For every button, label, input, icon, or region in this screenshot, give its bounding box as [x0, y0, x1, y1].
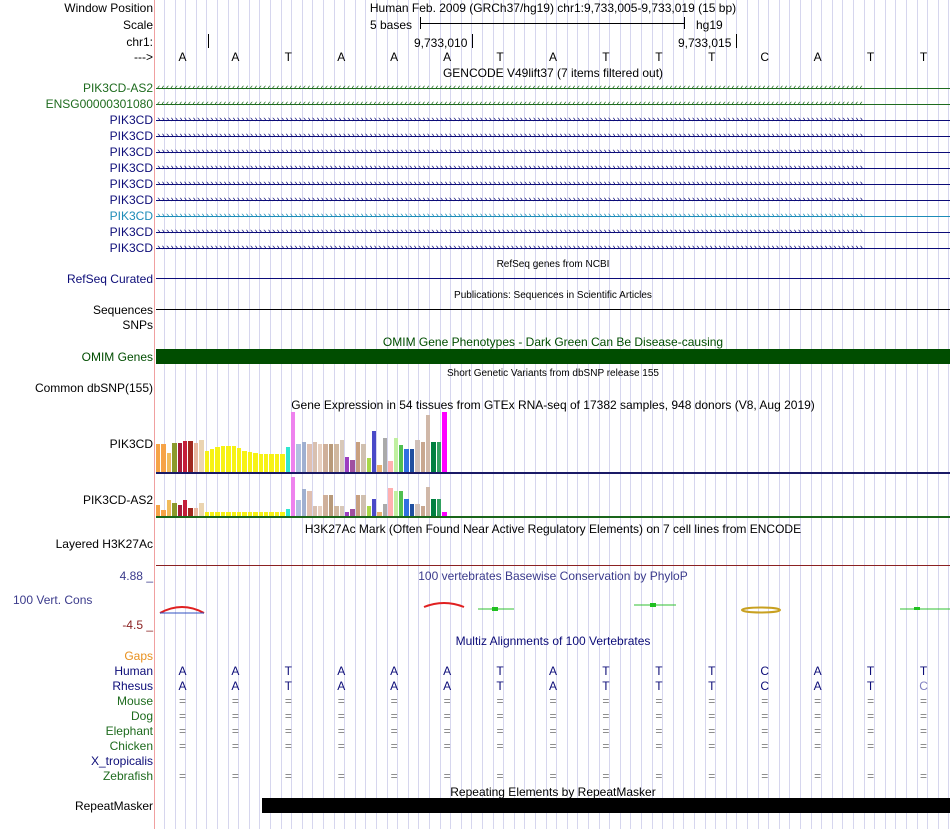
gtex-tissue-bar[interactable] [226, 446, 230, 472]
alignment-base: A [337, 664, 346, 678]
alignment-base: T [708, 679, 716, 693]
gtex-tissue-bar[interactable] [383, 438, 387, 472]
base-letter: T [496, 50, 504, 64]
alignment-base: = [814, 769, 822, 783]
gencode-track-label[interactable]: PIK3CD [109, 241, 153, 255]
alignment-base: = [496, 769, 504, 783]
gtex-tissue-bar[interactable] [431, 442, 435, 472]
alignment-base: A [231, 679, 240, 693]
alignment-base: = [708, 694, 716, 708]
gtex-tissue-bar[interactable] [259, 454, 263, 472]
gtex-tissue-bar[interactable] [329, 444, 333, 472]
gtex-tissue-bar[interactable] [410, 449, 414, 472]
scale-label[interactable]: Scale [122, 18, 153, 32]
gtex-pik3cd-baseline [156, 472, 950, 474]
gtex-tissue-bar[interactable] [372, 431, 376, 472]
gtex-tissue-bar[interactable] [280, 454, 284, 472]
gtex-pik3cdas2-label[interactable]: PIK3CD-AS2 [82, 493, 153, 507]
multiz-title: Multiz Alignments of 100 Vertebrates [455, 634, 651, 648]
gencode-track-label[interactable]: PIK3CD-AS2 [82, 81, 153, 95]
gtex-tissue-bar[interactable] [210, 449, 214, 472]
base-letter: T [284, 50, 292, 64]
alignment-base: = [443, 769, 451, 783]
repeatmasker-label[interactable]: RepeatMasker [74, 799, 153, 813]
chr-label[interactable]: chr1: [126, 35, 153, 49]
alignment-base: = [284, 724, 292, 738]
gtex-tissue-bar[interactable] [367, 506, 371, 516]
phylop-max-label: 4.88 _ [119, 569, 153, 583]
gtex-tissue-bar[interactable] [307, 444, 311, 472]
species-label[interactable]: Rhesus [112, 679, 153, 693]
dbsnp-label[interactable]: Common dbSNP(155) [34, 381, 153, 395]
gtex-tissue-bar[interactable] [318, 506, 322, 516]
assembly-label: hg19 [696, 18, 723, 32]
repeatmasker-title: Repeating Elements by RepeatMasker [450, 785, 656, 799]
strand-arrows-right-icon: ›››››››››››››››››››››››››››››››››››››››››››››››››››››››››››››››››››››››››››››››››››››››››››››››››››››››››››››››››››››››››››››››››››››››››››››››››››››››››››››››› [156, 227, 863, 237]
alignment-base: = [867, 769, 875, 783]
base-letter: A [390, 50, 399, 64]
alignment-base: T [284, 664, 292, 678]
gtex-tissue-bar[interactable] [215, 447, 219, 472]
gtex-tissue-bar[interactable] [367, 458, 371, 473]
alignment-base: = [284, 739, 292, 753]
gtex-tissue-bar[interactable] [237, 448, 241, 472]
gtex-tissue-bar[interactable] [188, 508, 192, 516]
alignment-base: = [443, 739, 451, 753]
gtex-tissue-bar[interactable] [437, 442, 441, 472]
alignment-base: = [549, 739, 557, 753]
alignment-base: = [549, 709, 557, 723]
gtex-tissue-bar[interactable] [404, 499, 408, 516]
species-label[interactable]: Zebrafish [102, 769, 153, 783]
alignment-base: = [761, 724, 769, 738]
gtex-tissue-bar[interactable] [188, 441, 192, 472]
gencode-track-label[interactable]: ENSG00000301080 [45, 97, 153, 111]
gtex-tissue-bar[interactable] [161, 444, 165, 472]
alignment-base: = [549, 724, 557, 738]
h3k27ac-title: H3K27Ac Mark (Often Found Near Active Regulatory Elements) on 7 cell lines from ENCODE [304, 522, 802, 536]
strand-arrows-left-icon: ‹‹‹‹‹‹‹‹‹‹‹‹‹‹‹‹‹‹‹‹‹‹‹‹‹‹‹‹‹‹‹‹‹‹‹‹‹‹‹‹‹‹‹‹‹‹‹‹‹‹‹‹‹‹‹‹‹‹‹‹‹‹‹‹‹‹‹‹‹‹‹‹‹‹‹‹‹‹‹‹‹‹‹‹‹‹‹‹‹‹‹‹‹‹‹‹‹‹‹‹‹‹‹‹‹‹‹‹‹‹‹‹‹‹‹‹‹‹‹‹‹‹‹‹‹‹‹‹‹‹‹‹‹‹‹‹‹‹‹‹‹‹‹‹‹‹‹‹‹‹‹‹‹‹‹‹‹‹‹‹ [156, 83, 863, 93]
coord-tick-left [208, 34, 209, 48]
refseq-line [156, 278, 950, 279]
alignment-base: = [284, 709, 292, 723]
gtex-tissue-bar[interactable] [194, 508, 198, 516]
phylop-small-mark [650, 603, 656, 607]
gtex-tissue-bar[interactable] [172, 443, 176, 472]
alignment-base: A [390, 679, 399, 693]
h3k27ac-label[interactable]: Layered H3K27Ac [55, 537, 153, 551]
gtex-pik3cdas2-baseline [156, 516, 950, 518]
phylop-peak-mark [160, 607, 204, 613]
gtex-tissue-bar[interactable] [183, 441, 187, 472]
alignment-base: = [655, 709, 663, 723]
gtex-tissue-bar[interactable] [178, 443, 182, 472]
gtex-tissue-bar[interactable] [334, 444, 338, 472]
alignment-base: T [602, 664, 610, 678]
alignment-base: = [920, 694, 928, 708]
alignment-base: = [814, 709, 822, 723]
h3k27ac-baseline [156, 565, 950, 566]
gtex-tissue-bar[interactable] [323, 444, 327, 472]
phylop-label[interactable]: 100 Vert. Cons [13, 593, 93, 607]
gtex-tissue-bar[interactable] [264, 454, 268, 472]
alignment-base: = [231, 709, 239, 723]
alignment-base: T [655, 679, 663, 693]
gtex-tissue-bar[interactable] [394, 438, 398, 472]
alignment-base: = [867, 724, 875, 738]
alignment-base: = [178, 709, 186, 723]
alignment-base: = [549, 694, 557, 708]
gtex-tissue-bar[interactable] [372, 499, 376, 516]
gtex-title: Gene Expression in 54 tissues from GTEx RNA-seq of 17382 samples, 948 donors (V8, Aug 2019) [291, 398, 815, 412]
alignment-base: = [443, 694, 451, 708]
alignment-base: A [390, 664, 399, 678]
gencode-track-label[interactable]: PIK3CD [109, 193, 153, 207]
alignment-base: = [920, 739, 928, 753]
alignment-base: = [920, 709, 928, 723]
strand-arrows-right-icon: ›››››››››››››››››››››››››››››››››››››››››››››››››››››››››››››››››››››››››››››››››››››››››››››››››››››››››››››››››››››››››››››››››››››››››››››››››››››››››››››››› [156, 179, 863, 189]
alignment-base: A [443, 679, 452, 693]
alignment-base: = [284, 694, 292, 708]
gencode-track-label[interactable]: PIK3CD [109, 161, 153, 175]
publications-label[interactable]: Sequences [92, 303, 153, 317]
alignment-base: = [337, 769, 345, 783]
species-label[interactable]: X_tropicalis [90, 754, 153, 768]
gencode-track-label[interactable]: PIK3CD [109, 145, 153, 159]
base-letter: T [655, 50, 663, 64]
alignment-base: = [178, 739, 186, 753]
base-letter: T [602, 50, 610, 64]
species-label[interactable]: Dog [130, 709, 153, 723]
alignment-base: = [390, 739, 398, 753]
alignment-base: = [761, 769, 769, 783]
gencode-track-label[interactable]: PIK3CD [109, 113, 153, 127]
alignment-base: = [867, 694, 875, 708]
gtex-tissue-bar[interactable] [248, 452, 252, 472]
gtex-tissue-bar[interactable] [286, 447, 290, 472]
gtex-tissue-bar[interactable] [167, 453, 171, 472]
phylop-small-mark [914, 607, 920, 610]
gtex-tissue-bar[interactable] [167, 500, 171, 516]
alignment-base: = [920, 769, 928, 783]
gtex-pik3cd-label[interactable]: PIK3CD [109, 437, 153, 451]
gtex-tissue-bar[interactable] [345, 457, 349, 473]
alignment-base: = [708, 709, 716, 723]
scale-text: 5 bases [370, 18, 413, 32]
gencode-track-label[interactable]: PIK3CD [109, 225, 153, 239]
alignment-base: A [548, 679, 557, 693]
gtex-tissue-bar[interactable] [421, 442, 425, 472]
gtex-tissue-bar[interactable] [410, 504, 414, 516]
coord-tick-2 [736, 34, 737, 48]
alignment-base: A [813, 664, 822, 678]
gtex-tissue-bar[interactable] [415, 440, 419, 472]
gtex-tissue-bar[interactable] [296, 444, 300, 472]
alignment-base: = [655, 724, 663, 738]
gtex-tissue-bar[interactable] [340, 440, 344, 472]
alignment-base: A [178, 664, 187, 678]
alignment-base: A [178, 679, 187, 693]
gtex-tissue-bar[interactable] [421, 506, 425, 516]
gtex-tissue-bar[interactable] [340, 506, 344, 516]
alignment-base: A [443, 664, 452, 678]
gencode-track-label[interactable]: PIK3CD [109, 129, 153, 143]
strand-arrows-right-icon: ›››››››››››››››››››››››››››››››››››››››››››››››››››››››››››››››››››››››››››››››››››››››››››››››››››››››››››››››››››››››››››››››››››››››››››››››››››››››››››››››› [156, 115, 863, 125]
alignment-base: = [496, 709, 504, 723]
strand-arrows-right-icon: ›››››››››››››››››››››››››››››››››››››››››››››››››››››››››››››››››››››››››››››››››››››››››››››››››››››››››››››››››››››››››››››››››››››››››››››››››››››››››››››››› [156, 211, 863, 221]
alignment-base: T [496, 679, 504, 693]
alignment-base: = [708, 769, 716, 783]
base-letter: A [231, 50, 240, 64]
gtex-tissue-bar[interactable] [156, 505, 160, 516]
gtex-tissue-bar[interactable] [194, 443, 198, 472]
alignment-base: A [813, 679, 822, 693]
base-letter: C [760, 50, 770, 64]
alignment-base: = [814, 739, 822, 753]
gtex-tissue-bar[interactable] [329, 495, 333, 516]
gtex-tissue-bar[interactable] [431, 499, 435, 516]
scale-bar-right-tick [684, 17, 685, 29]
gtex-tissue-bar[interactable] [302, 489, 306, 516]
gencode-title: GENCODE V49lift37 (7 items filtered out) [442, 66, 664, 80]
repeat-element-bar[interactable] [262, 798, 950, 813]
phylop-plot[interactable] [156, 595, 950, 625]
alignment-base: = [390, 724, 398, 738]
alignment-base: A [231, 664, 240, 678]
alignment-base: C [919, 679, 928, 693]
gtex-tissue-bar[interactable] [302, 442, 306, 472]
gtex-tissue-bar[interactable] [156, 444, 160, 472]
alignment-base: = [178, 724, 186, 738]
gtex-tissue-bar[interactable] [399, 445, 403, 472]
alignment-base: = [443, 724, 451, 738]
gtex-tissue-bar[interactable] [442, 412, 446, 472]
gtex-tissue-bar[interactable] [415, 504, 419, 516]
gtex-tissue-bar[interactable] [404, 449, 408, 472]
gtex-tissue-bar[interactable] [313, 506, 317, 516]
gtex-tissue-bar[interactable] [318, 444, 322, 472]
alignment-base: T [866, 664, 875, 678]
gtex-tissue-bar[interactable] [399, 491, 403, 516]
alignment-base: T [919, 664, 928, 678]
strand-arrows-left-icon: ‹‹‹‹‹‹‹‹‹‹‹‹‹‹‹‹‹‹‹‹‹‹‹‹‹‹‹‹‹‹‹‹‹‹‹‹‹‹‹‹‹‹‹‹‹‹‹‹‹‹‹‹‹‹‹‹‹‹‹‹‹‹‹‹‹‹‹‹‹‹‹‹‹‹‹‹‹‹‹‹‹‹‹‹‹‹‹‹‹‹‹‹‹‹‹‹‹‹‹‹‹‹‹‹‹‹‹‹‹‹‹‹‹‹‹‹‹‹‹‹‹‹‹‹‹‹‹‹‹‹‹‹‹‹‹‹‹‹‹‹‹‹‹‹‹‹‹‹‹‹‹‹‹‹‹‹‹‹‹‹ [156, 99, 863, 109]
phylop-small-mark [492, 607, 498, 611]
alignment-base: = [655, 769, 663, 783]
gtex-tissue-bar[interactable] [356, 442, 360, 472]
gtex-tissue-bar[interactable] [334, 506, 338, 516]
alignment-base: = [761, 739, 769, 753]
alignment-base: = [337, 709, 345, 723]
gtex-tissue-bar[interactable] [199, 440, 203, 472]
phylop-title: 100 vertebrates Basewise Conservation by PhyloP [418, 569, 688, 583]
alignment-base: T [655, 664, 663, 678]
alignment-base: = [496, 694, 504, 708]
omim-title: OMIM Gene Phenotypes - Dark Green Can Be Disease-causing [382, 335, 724, 349]
alignment-base: T [496, 664, 504, 678]
alignment-base: A [548, 664, 557, 678]
coord-label-2: 9,733,015 [678, 36, 732, 50]
alignment-base: = [814, 724, 822, 738]
phylop-loop-mark [742, 608, 780, 613]
base-letter: T [866, 50, 875, 64]
omim-label[interactable]: OMIM Genes [81, 350, 153, 364]
alignment-base: = [708, 739, 716, 753]
gtex-tissue-bar[interactable] [172, 503, 176, 516]
gencode-track-label[interactable]: PIK3CD [109, 209, 153, 223]
gtex-tissue-bar[interactable] [350, 460, 354, 472]
alignment-base: = [602, 769, 610, 783]
alignment-base: = [920, 724, 928, 738]
gtex-tissue-bar[interactable] [286, 509, 290, 516]
gtex-tissue-bar[interactable] [269, 454, 273, 472]
strand-arrows-right-icon: ›››››››››››››››››››››››››››››››››››››››››››››››››››››››››››››››››››››››››››››››››››››››››››››››››››››››››››››››››››››››››››››››››››››››››››››››››››››››››››››››› [156, 147, 863, 157]
alignment-base: T [866, 679, 875, 693]
gtex-tissue-bar[interactable] [388, 488, 392, 516]
alignment-base: A [337, 679, 346, 693]
publications-line [156, 309, 950, 310]
strand-arrow-label[interactable]: ---> [134, 50, 153, 64]
gtex-tissue-bar[interactable] [307, 491, 311, 516]
base-letter: T [708, 50, 716, 64]
alignment-base: = [337, 694, 345, 708]
alignment-base: = [496, 724, 504, 738]
alignment-base: = [814, 694, 822, 708]
strand-arrows-right-icon: ›››››››››››››››››››››››››››››››››››››››››››››››››››››››››››››››››››››››››››››››››››››››››››››››››››››››››››››››››››››››››››››››››››››››››››››››››››››››››››››››› [156, 131, 863, 141]
gtex-tissue-bar[interactable] [377, 465, 381, 472]
coord-tick-1 [472, 34, 473, 48]
alignment-base: = [655, 739, 663, 753]
strand-arrows-right-icon: ›››››››››››››››››››››››››››››››››››››››››››››››››››››››››››››››››››››››››››››››››››››››››››››››››››››››››››››››››››››››››››››››››››››››››››››››››››››››››››››››› [156, 243, 863, 253]
alignment-base: = [337, 724, 345, 738]
multiz-gaps-label[interactable]: Gaps [124, 649, 153, 663]
alignment-base: = [496, 739, 504, 753]
gtex-tissue-bar[interactable] [183, 500, 187, 516]
alignment-base: = [867, 739, 875, 753]
phylop-min-label: -4.5 _ [122, 618, 153, 632]
gtex-tissue-bar[interactable] [426, 415, 430, 472]
alignment-base: = [178, 694, 186, 708]
alignment-base: T [708, 664, 716, 678]
alignment-base: = [231, 694, 239, 708]
strand-arrows-right-icon: ›››››››››››››››››››››››››››››››››››››››››››››››››››››››››››››››››››››››››››››››››››››››››››››››››››››››››››››››››››››››››››››››››››››››››››››››››››››››››››››››› [156, 195, 863, 205]
refseq-label[interactable]: RefSeq Curated [66, 272, 153, 286]
position-text: Human Feb. 2009 (GRCh37/hg19) chr1:9,733,005-9,733,019 (15 bp) [369, 1, 737, 15]
alignment-base: = [178, 769, 186, 783]
gtex-tissue-bar[interactable] [361, 495, 365, 516]
alignment-base: = [390, 694, 398, 708]
gtex-tissue-bar[interactable] [291, 412, 295, 472]
gtex-tissue-bar[interactable] [356, 495, 360, 516]
species-label[interactable]: Human [114, 664, 153, 678]
gtex-tissue-bar[interactable] [388, 461, 392, 472]
alignment-base: = [231, 769, 239, 783]
gtex-tissue-bar[interactable] [437, 499, 441, 516]
alignment-base: = [231, 739, 239, 753]
alignment-base: = [284, 769, 292, 783]
base-letter: T [919, 50, 928, 64]
dbsnp-title: Short Genetic Variants from dbSNP release 155 [447, 368, 659, 379]
alignment-base: = [602, 724, 610, 738]
base-letter: A [178, 50, 187, 64]
alignment-base: = [602, 739, 610, 753]
gtex-tissue-bar[interactable] [199, 503, 203, 516]
scale-bar [420, 23, 685, 24]
alignment-base: = [708, 724, 716, 738]
gtex-tissue-bar[interactable] [205, 451, 209, 472]
gtex-tissue-bar[interactable] [313, 442, 317, 472]
gtex-tissue-bar[interactable] [291, 477, 295, 516]
phylop-peak-mark [424, 603, 464, 607]
snps-label[interactable]: SNPs [122, 318, 153, 332]
species-label[interactable]: Elephant [105, 724, 153, 738]
publications-title: Publications: Sequences in Scientific Articles [454, 290, 652, 301]
base-letter: A [443, 50, 452, 64]
alignment-base: = [549, 769, 557, 783]
gtex-tissue-bar[interactable] [253, 453, 257, 472]
alignment-base: = [390, 709, 398, 723]
gtex-tissue-bar[interactable] [426, 487, 430, 516]
gtex-tissue-bar[interactable] [383, 504, 387, 516]
base-letter: A [337, 50, 346, 64]
gtex-tissue-bar[interactable] [350, 509, 354, 516]
gtex-tissue-bar[interactable] [242, 451, 246, 472]
alignment-base: T [602, 679, 610, 693]
refseq-title: RefSeq genes from NCBI [496, 259, 610, 270]
alignment-base: = [602, 694, 610, 708]
omim-gene-bar[interactable] [156, 349, 950, 364]
gtex-tissue-bar[interactable] [394, 491, 398, 516]
gtex-tissue-bar[interactable] [361, 444, 365, 472]
gencode-track-label[interactable]: PIK3CD [109, 177, 153, 191]
alignment-base: = [602, 709, 610, 723]
alignment-base: = [761, 694, 769, 708]
alignment-base: C [760, 664, 770, 678]
gtex-tissue-bar[interactable] [221, 446, 225, 472]
species-label[interactable]: Chicken [109, 739, 153, 753]
gtex-tissue-bar[interactable] [232, 446, 236, 472]
gtex-tissue-bar[interactable] [178, 505, 182, 516]
coord-label-1: 9,733,010 [414, 36, 468, 50]
species-label[interactable]: Mouse [116, 694, 153, 708]
alignment-base: = [655, 694, 663, 708]
label-separator [154, 0, 155, 829]
alignment-base: = [443, 709, 451, 723]
base-letter: A [548, 50, 557, 64]
gtex-tissue-bar[interactable] [323, 495, 327, 516]
alignment-base: = [337, 739, 345, 753]
window-position-label[interactable]: Window Position [64, 1, 153, 15]
alignment-base: = [761, 709, 769, 723]
gtex-tissue-bar[interactable] [296, 500, 300, 516]
strand-arrows-right-icon: ›››››››››››››››››››››››››››››››››››››››››››››››››››››››››››››››››››››››››››››››››››››››››››››››››››››››››››››››››››››››››››››››››››››››››››››››››››››››››››››››› [156, 163, 863, 173]
base-letter: A [813, 50, 822, 64]
alignment-base: T [284, 679, 292, 693]
alignment-base: C [760, 679, 770, 693]
alignment-base: = [390, 769, 398, 783]
alignment-base: = [231, 724, 239, 738]
gtex-tissue-bar[interactable] [275, 454, 279, 472]
alignment-base: = [867, 709, 875, 723]
